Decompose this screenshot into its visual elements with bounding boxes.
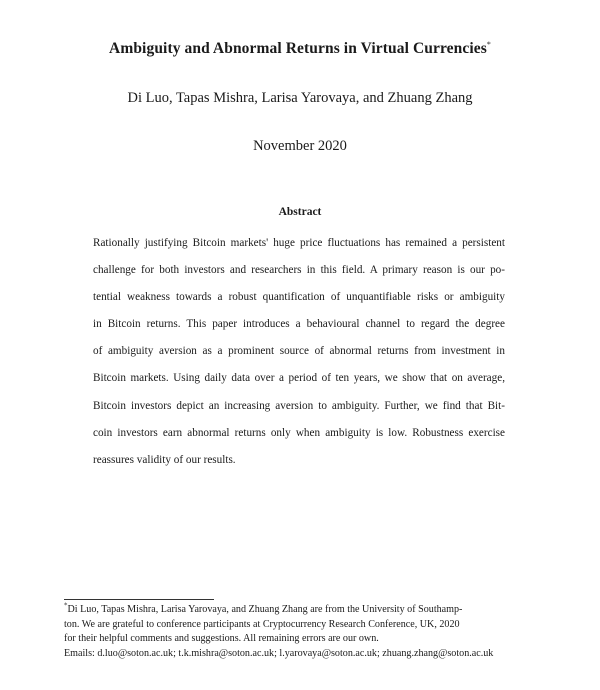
footnote-emails: Emails: d.luo@soton.ac.uk; t.k.mishra@soton.ac.uk; l.yarovaya@soton.ac.uk; zhuang.zhang@soton.ac.uk: [64, 647, 494, 659]
abstract-body: [93, 234, 505, 478]
abstract-line: Bitcoin markets. Using daily data over a period of ten years, we show that on average,: [93, 372, 505, 385]
abstract-line: coin investors earn abnormal returns only when ambiguity is low. Robustness exercise: [93, 426, 505, 439]
abstract-line: Rationally justifying Bitcoin markets' huge price fluctuations has remained a persistent: [93, 237, 505, 249]
abstract-line: in Bitcoin returns. This paper introduces a behavioural channel to regard the degree: [93, 318, 505, 331]
footnote-mark: *: [64, 601, 68, 610]
footnote-line: for their helpful comments and suggestions. All remaining errors are our own.: [64, 633, 379, 644]
paper-title: [0, 40, 600, 58]
footnote: [64, 603, 544, 661]
paper-date: November 2020: [253, 138, 347, 154]
footnote-line: ton. We are grateful to conference participants at Cryptocurrency Research Conference, UK, 2020: [64, 618, 460, 630]
paper-authors: Di Luo, Tapas Mishra, Larisa Yarovaya, and Zhuang Zhang: [127, 90, 473, 106]
abstract-line: tential weakness towards a robust quantification of unquantifiable risks or ambiguity: [93, 291, 505, 304]
abstract-line: of ambiguity aversion as a prominent source of abnormal returns from investment in: [93, 345, 505, 358]
footnote-divider: [64, 599, 214, 600]
abstract-line: challenge for both investors and researchers in this field. A primary reason is our po-: [93, 264, 505, 277]
title-footnote-mark: *: [486, 40, 491, 49]
abstract-line: reassures validity of our results.: [93, 453, 236, 466]
paper-title-text: Ambiguity and Abnormal Returns in Virtual Currencies: [109, 40, 487, 58]
abstract-heading: Abstract: [278, 206, 322, 218]
footnote-line: [64, 603, 544, 618]
abstract-line: Bitcoin investors depict an increasing aversion to ambiguity. Further, we find that Bit-: [93, 399, 505, 412]
footnote-text: Di Luo, Tapas Mishra, Larisa Yarovaya, and Zhuang Zhang are from the University of Southamp-: [67, 604, 463, 615]
